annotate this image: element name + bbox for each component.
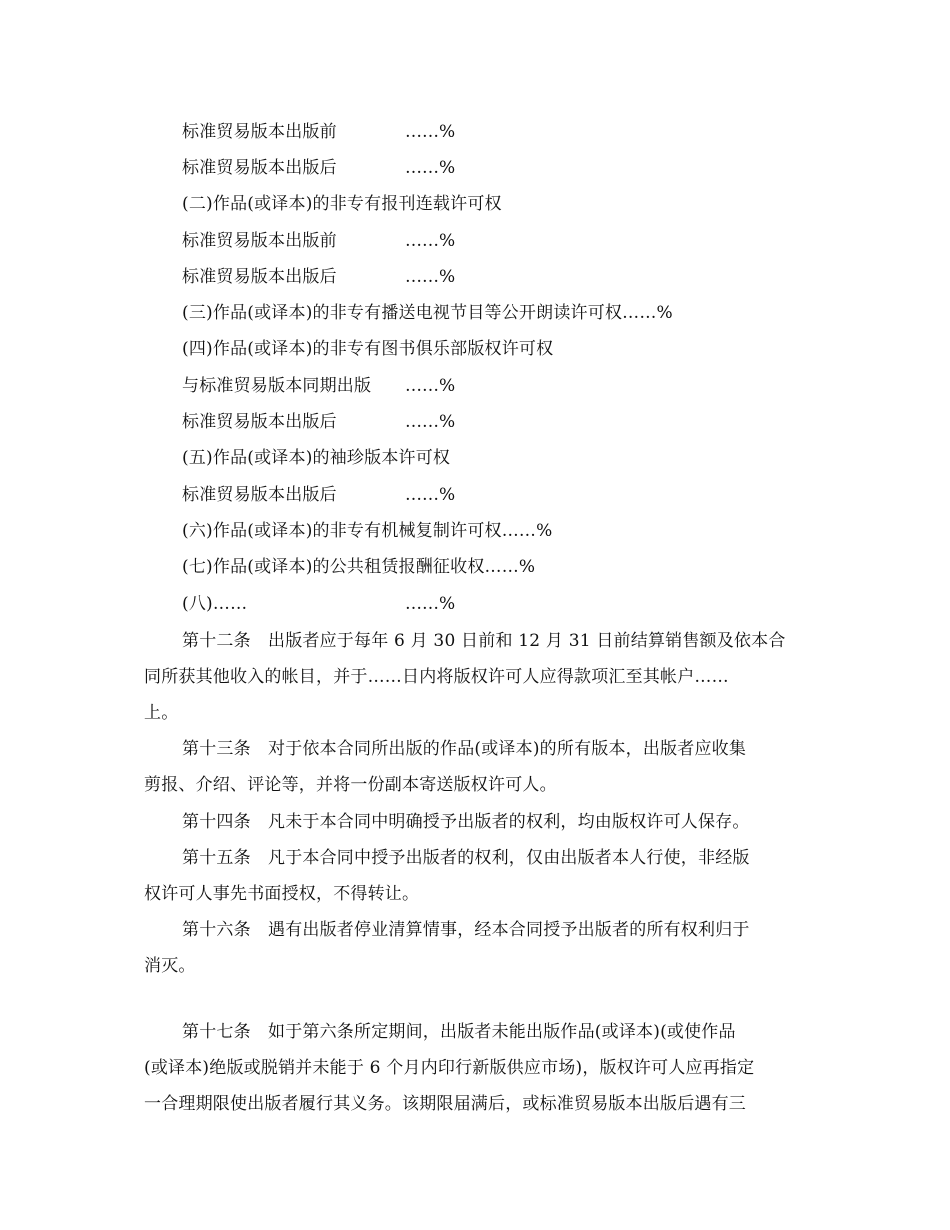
rate-row-label: 标准贸易版本出版后 [182, 158, 337, 178]
article-14-line-1: 第十四条 凡未于本合同中明确授予出版者的权利，均由版权许可人保存。 [182, 812, 750, 832]
rate-row-label: 标准贸易版本出版后 [182, 485, 337, 505]
article-13-line-2: 剪报、介绍、评论等，并将一份副本寄送版权许可人。 [144, 775, 557, 795]
article-13-line-1: 第十三条 对于依本合同所出版的作品(或译本)的所有版本，出版者应收集 [182, 739, 747, 759]
rate-row-label: 标准贸易版本出版后 [182, 412, 337, 432]
rate-section-heading: (三)作品(或译本)的非专有播送电视节目等公开朗读许可权……% [182, 303, 673, 323]
rate-row-label: 标准贸易版本出版后 [182, 267, 337, 287]
rate-row-label: 与标准贸易版本同期出版 [182, 376, 372, 396]
rate-row-value: ……% [405, 231, 456, 251]
rate-row-label: 标准贸易版本出版前 [182, 231, 337, 251]
rate-row-value: ……% [405, 594, 456, 614]
article-16-line-1: 第十六条 遇有出版者停业清算情事，经本合同授予出版者的所有权利归于 [182, 920, 750, 940]
rate-section-heading: (六)作品(或译本)的非专有机械复制许可权……% [182, 521, 553, 541]
article-17-line-2: (或译本)绝版或脱销并未能于 6 个月内印行新版供应市场)，版权许可人应再指定 [144, 1058, 755, 1078]
rate-row-value: ……% [405, 267, 456, 287]
rate-section-heading: (二)作品(或译本)的非专有报刊连载许可权 [182, 194, 502, 214]
rate-row-value: ……% [405, 412, 456, 432]
rate-row-value: ……% [405, 122, 456, 142]
article-16-line-2: 消灭。 [144, 956, 196, 976]
article-17-line-1: 第十七条 如于第六条所定期间，出版者未能出版作品(或译本)(或使作品 [182, 1022, 736, 1042]
rate-row-value: ……% [405, 158, 456, 178]
article-12-line-3: 上。 [144, 703, 179, 723]
rate-section-heading: (八)…… [182, 594, 248, 614]
article-15-line-2: 权许可人事先书面授权，不得转让。 [144, 884, 420, 904]
article-17-line-3: 一合理期限使出版者履行其义务。该期限届满后，或标准贸易版本出版后遇有三 [144, 1094, 746, 1114]
rate-section-heading: (七)作品(或译本)的公共租赁报酬征收权……% [182, 557, 536, 577]
article-15-line-1: 第十五条 凡于本合同中授予出版者的权利，仅由出版者本人行使，非经版 [182, 848, 750, 868]
rate-row-value: ……% [405, 376, 456, 396]
article-12-line-1: 第十二条 出版者应于每年 6 月 30 日前和 12 月 31 日前结算销售额及依本合 [182, 631, 786, 651]
rate-row-value: ……% [405, 485, 456, 505]
rate-section-heading: (四)作品(或译本)的非专有图书俱乐部版权许可权 [182, 339, 554, 359]
rate-section-heading: (五)作品(或译本)的袖珍版本许可权 [182, 448, 451, 468]
rate-row-label: 标准贸易版本出版前 [182, 122, 337, 142]
article-12-line-2: 同所获其他收入的帐目，并于……日内将版权许可人应得款项汇至其帐户…… [144, 667, 729, 687]
